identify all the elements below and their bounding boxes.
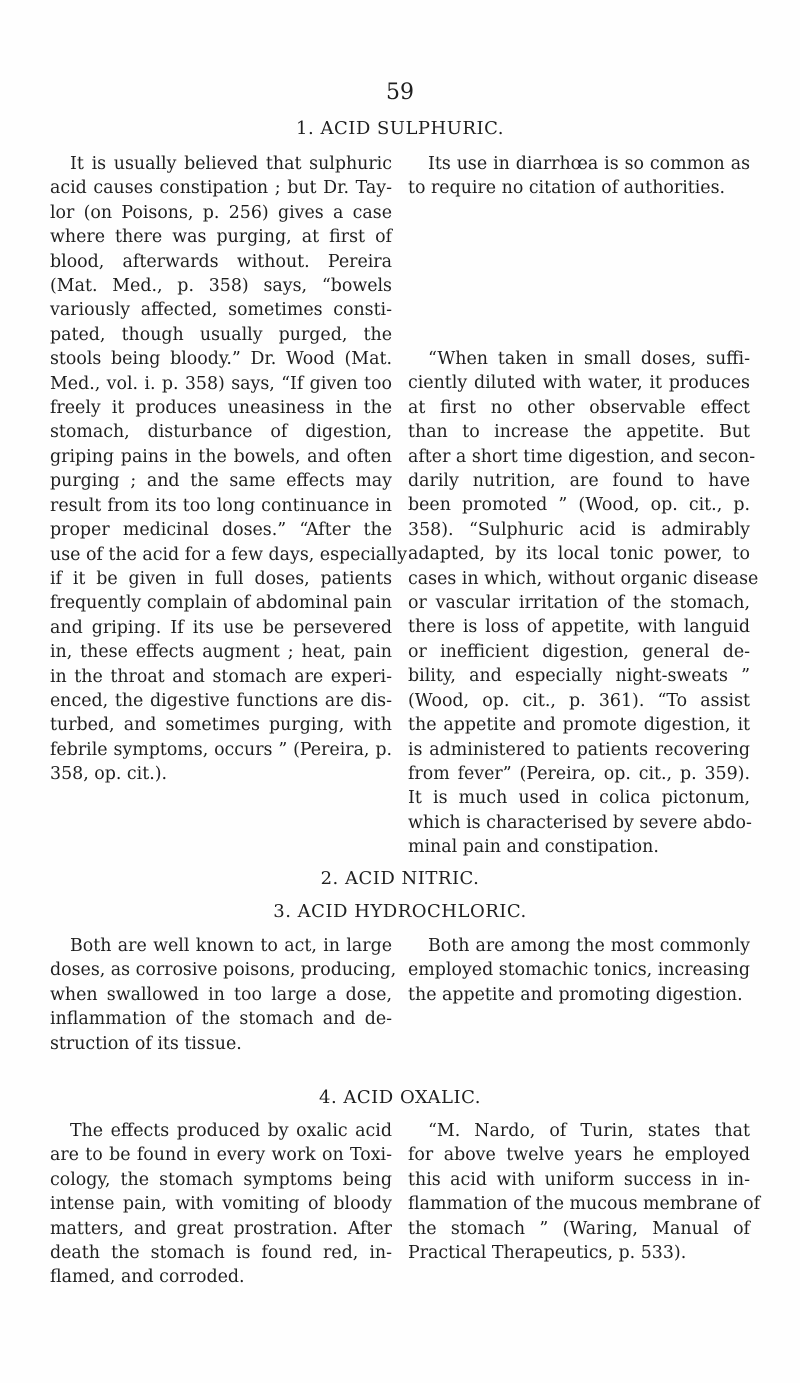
text-line: It is much used in colica pictonum, (408, 788, 750, 809)
text-line: Practical Therapeutics, p. 533). (408, 1243, 687, 1264)
text-line: which is characterised by severe abdo- (408, 812, 752, 833)
text-line: or vascular irritation of the stomach, (408, 593, 750, 614)
text-line: where there was purging, at first of (50, 227, 392, 248)
text-line: Its use in diarrhœa is so common as (428, 154, 750, 174)
text-line: flamed, and corroded. (50, 1267, 245, 1288)
text-line: Med., vol. i. p. 358) says, “If given too (50, 373, 392, 394)
text-line: are to be found in every work on Toxi- (50, 1145, 392, 1166)
text-line: if it be given in full doses, patients (50, 568, 392, 589)
text-line: 358). “Sulphuric acid is admirably (408, 519, 750, 540)
text-line: The effects produced by oxalic acid (70, 1121, 392, 1141)
sulphuric-right-column-a (408, 152, 750, 201)
text-line: 358, op. cit.). (50, 764, 168, 785)
text-line: for above twelve years he employed (408, 1145, 750, 1166)
oxalic-right-column (408, 1119, 761, 1265)
heading-acid-hydrochloric: 3. ACID HYDROCHLORIC. (273, 901, 527, 922)
text-line: freely it produces uneasiness in the (50, 398, 392, 419)
text-line: result from its too long continuance in (50, 495, 392, 516)
text-line: cases in which, without organic disease (408, 568, 759, 589)
text-line: cology, the stomach symptoms being (50, 1169, 392, 1190)
text-line: ciently diluted with water, it produces (408, 373, 750, 394)
text-line: this acid with uniform success in in- (408, 1169, 750, 1190)
heading-acid-sulphuric: 1. ACID SULPHURIC. (296, 118, 504, 139)
text-line: flammation of the mucous membrane of (408, 1194, 761, 1215)
sulphuric-left-column (50, 152, 408, 787)
hydrochloric-left-column (50, 934, 397, 1056)
text-line: minal pain and constipation. (408, 837, 659, 858)
text-line: employed stomachic tonics, increasing (408, 960, 750, 981)
text-line: frequently complain of abdominal pain (50, 593, 392, 614)
text-line: to require no citation of authorities. (408, 178, 726, 199)
text-line: proper medicinal doses.” “After the (50, 520, 392, 541)
text-line: acid causes constipation ; but Dr. Tay- (50, 178, 392, 199)
text-line: adapted, by its local tonic power, to (408, 544, 750, 565)
text-line: death the stomach is found red, in- (50, 1243, 392, 1264)
text-line: (Wood, op. cit., p. 361). “To assist (408, 690, 750, 711)
text-line: doses, as corrosive poisons, producing, (50, 960, 397, 981)
text-line: when swallowed in too large a dose, (50, 984, 392, 1005)
text-line: variously affected, sometimes consti- (50, 300, 392, 321)
text-line: there is loss of appetite, with languid (408, 617, 750, 638)
heading-acid-oxalic: 4. ACID OXALIC. (319, 1087, 481, 1108)
text-line: inflammation of the stomach and de- (50, 1009, 392, 1030)
text-line-italic-increase: than to increase the appetite. But (408, 422, 750, 443)
text-line: turbed, and sometimes purging, with (50, 715, 392, 736)
text-line: the appetite and promote digestion, it (408, 715, 750, 736)
text-line: darily nutrition, are found to have (408, 471, 750, 492)
text-line: blood, afterwards without. Pereira (50, 251, 392, 272)
text-line: after a short time digestion, and secon- (408, 446, 756, 467)
text-line: It is usually believed that sulphuric (70, 154, 392, 174)
text-line: Both are well known to act, in large (70, 936, 392, 956)
text-line: pated, though usually purged, the (50, 324, 392, 345)
page-number: 59 (386, 80, 414, 105)
text-line: from fever” (Pereira, op. cit., p. 359). (408, 763, 750, 784)
text-line: use of the acid for a few days, especially (50, 544, 408, 565)
text-line: bility, and especially night-sweats ” (408, 666, 750, 687)
text-line: purging ; and the same effects may (50, 471, 392, 492)
text-line: is administered to patients recovering (408, 739, 750, 760)
text-line: and griping. If its use be persevered (50, 617, 392, 638)
text-line: “M. Nardo, of Turin, states that (428, 1121, 750, 1141)
text-line: the stomach ” (Waring, Manual of (408, 1218, 750, 1239)
text-line: stools being bloody.” Dr. Wood (Mat. (50, 349, 392, 370)
text-line: struction of its tissue. (50, 1033, 242, 1054)
text-line: stomach, disturbance of digestion, (50, 422, 392, 443)
text-line: lor (on Poisons, p. 256) gives a case (50, 202, 392, 223)
text-line: (Mat. Med., p. 358) says, “bowels (50, 276, 392, 297)
text-line: at first no other observable effect (408, 397, 750, 418)
text-line: been promoted ” (Wood, op. cit., p. (408, 495, 750, 516)
text-line: or inefficient digestion, general de- (408, 641, 750, 662)
hydrochloric-right-column (408, 934, 750, 1007)
text-line: febrile symptoms, occurs ” (Pereira, p. (50, 739, 392, 760)
text-line: griping pains in the bowels, and often (50, 446, 392, 467)
text-line: the appetite and promoting digestion. (408, 984, 743, 1005)
text-line: Both are among the most commonly (428, 936, 750, 956)
text-line: in, these effects augment ; heat, pain (50, 642, 392, 663)
text-line: intense pain, with vomiting of bloody (50, 1194, 392, 1215)
text-line: enced, the digestive functions are dis- (50, 690, 392, 711)
text-line: in the throat and stomach are experi- (50, 666, 392, 687)
text-line: “When taken in small doses, suffi- (428, 349, 750, 369)
sulphuric-right-column-b (408, 347, 759, 860)
heading-acid-nitric: 2. ACID NITRIC. (320, 868, 480, 889)
oxalic-left-column (50, 1119, 392, 1290)
text-line: matters, and great prostration. After (50, 1218, 392, 1239)
